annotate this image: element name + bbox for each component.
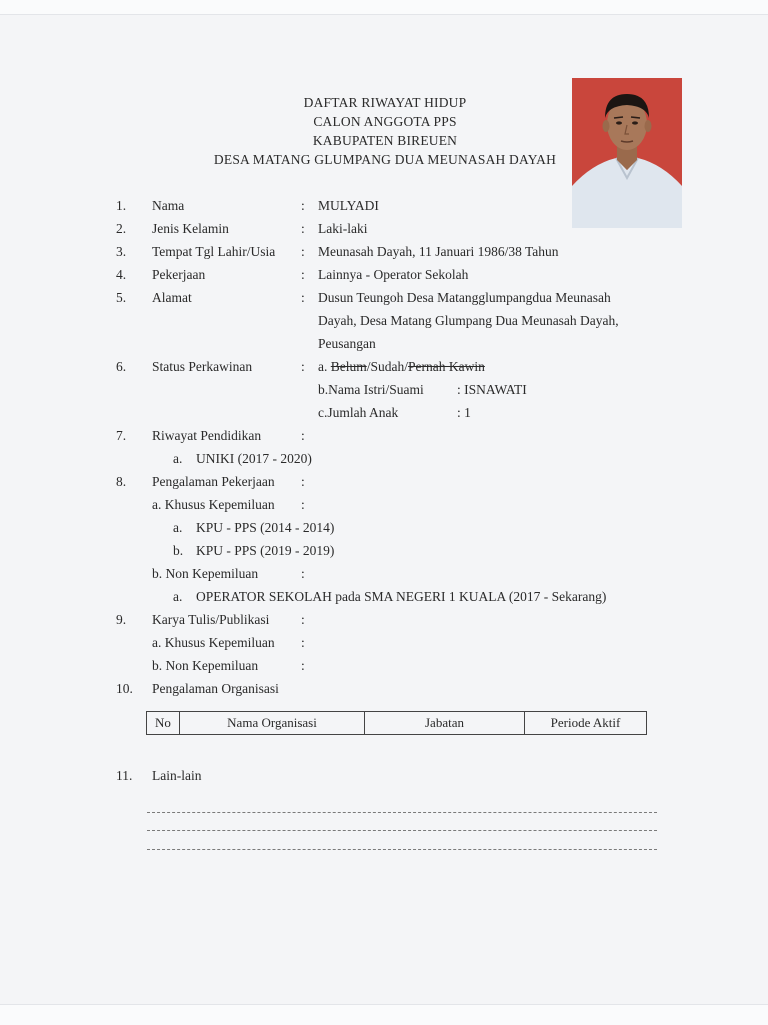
header-subtitle: CALON ANGGOTA PPS: [313, 114, 457, 129]
item-number-1: 1.: [116, 198, 127, 213]
colon-9a: :: [301, 635, 305, 650]
value-jumlah-anak: : 1: [457, 405, 471, 420]
item-number-4: 4.: [116, 267, 127, 282]
label-status-perkawinan: Status Perkawinan: [152, 359, 253, 374]
portrait-photo: [572, 78, 682, 228]
item-number-3: 3.: [116, 244, 127, 259]
status-belum-struck: Belum: [330, 359, 367, 374]
dotted-line-2: [147, 830, 657, 831]
colon-1: :: [301, 198, 305, 213]
value-nama-istri: : ISNAWATI: [457, 382, 527, 397]
label-nama: Nama: [152, 198, 185, 213]
colon-3: :: [301, 244, 305, 259]
item-number-6: 6.: [116, 359, 127, 374]
table-header-row: [147, 712, 647, 735]
portrait-icon: [572, 78, 682, 228]
colon-9: :: [301, 612, 305, 627]
column-header-periode-aktif: Periode Aktif: [525, 712, 647, 735]
document-header: [150, 93, 620, 169]
colon-7: :: [301, 428, 305, 443]
colon-2: :: [301, 221, 305, 236]
value-alamat-line-3: Peusangan: [318, 336, 376, 351]
colon-6: :: [301, 359, 305, 374]
header-title: DAFTAR RIWAYAT HIDUP: [303, 95, 467, 110]
label-jenis-kelamin: Jenis Kelamin: [152, 221, 229, 236]
label-alamat: Alamat: [152, 290, 192, 305]
label-tempat-tgl-lahir: Tempat Tgl Lahir/Usia: [152, 244, 276, 259]
value-alamat-line-1: Dusun Teungoh Desa Matangglumpangdua Meunasah: [318, 290, 611, 305]
item-number-2: 2.: [116, 221, 127, 236]
colon-8a: :: [301, 497, 305, 512]
label-nama-istri: b.Nama Istri/Suami: [318, 382, 424, 397]
colon-8: :: [301, 474, 305, 489]
column-header-no: No: [147, 712, 180, 735]
item-number-5: 5.: [116, 290, 127, 305]
label-non-kepemiluan: b. Non Kepemiluan: [152, 566, 259, 581]
item-number-10: 10.: [116, 681, 133, 696]
colon-5: :: [301, 290, 305, 305]
organization-table: [146, 711, 647, 735]
item-number-7: 7.: [116, 428, 127, 443]
label-lain-lain: Lain-lain: [152, 768, 202, 783]
status-prefix: a.: [318, 359, 331, 374]
header-village: DESA MATANG GLUMPANG DUA MEUNASAH DAYAH: [213, 152, 557, 167]
dotted-line-3: [147, 849, 657, 850]
colon-8b: :: [301, 566, 305, 581]
label-publikasi-khusus: a. Khusus Kepemiluan: [152, 635, 275, 650]
header-regency: KABUPATEN BIREUEN: [312, 133, 458, 148]
education-letter-a: a.: [173, 451, 183, 466]
label-pekerjaan: Pekerjaan: [152, 267, 206, 282]
work-entry-kpu-2014: KPU - PPS (2014 - 2014): [196, 520, 335, 535]
work-letter-b: b.: [173, 543, 184, 558]
label-karya-tulis: Karya Tulis/Publikasi: [152, 612, 270, 627]
colon-4: :: [301, 267, 305, 282]
column-header-nama-organisasi: Nama Organisasi: [180, 712, 365, 735]
label-publikasi-non: b. Non Kepemiluan: [152, 658, 259, 673]
education-entry: UNIKI (2017 - 2020): [196, 451, 312, 466]
work-entry-kpu-2019: KPU - PPS (2019 - 2019): [196, 543, 335, 558]
page-top-edge: [0, 0, 768, 15]
label-riwayat-pendidikan: Riwayat Pendidikan: [152, 428, 262, 443]
item-number-9: 9.: [116, 612, 127, 627]
value-nama: MULYADI: [318, 198, 379, 213]
value-tempat-tgl-lahir: Meunasah Dayah, 11 Januari 1986/38 Tahun: [318, 244, 559, 259]
work-entry-operator: OPERATOR SEKOLAH pada SMA NEGERI 1 KUALA (2017 - Sekarang): [196, 589, 607, 604]
work-non-letter-a: a.: [173, 589, 183, 604]
colon-9b: :: [301, 658, 305, 673]
column-header-jabatan: Jabatan: [365, 712, 525, 735]
value-pekerjaan: Lainnya - Operator Sekolah: [318, 267, 469, 282]
value-jenis-kelamin: Laki-laki: [318, 221, 368, 236]
dotted-line-1: [147, 812, 657, 813]
page-bottom-edge: [0, 1004, 768, 1025]
status-pernah-kawin-struck: Pernah Kawin: [408, 359, 485, 374]
label-pengalaman-organisasi: Pengalaman Organisasi: [152, 681, 279, 696]
item-number-8: 8.: [116, 474, 127, 489]
value-alamat-line-2: Dayah, Desa Matang Glumpang Dua Meunasah Dayah,: [318, 313, 619, 328]
work-letter-a: a.: [173, 520, 183, 535]
label-pengalaman-pekerjaan: Pengalaman Pekerjaan: [152, 474, 275, 489]
status-sudah: /Sudah/: [366, 359, 409, 374]
label-jumlah-anak: c.Jumlah Anak: [318, 405, 399, 420]
item-number-11: 11.: [116, 768, 133, 783]
value-status-perkawinan: [318, 359, 485, 375]
label-khusus-kepemiluan: a. Khusus Kepemiluan: [152, 497, 275, 512]
